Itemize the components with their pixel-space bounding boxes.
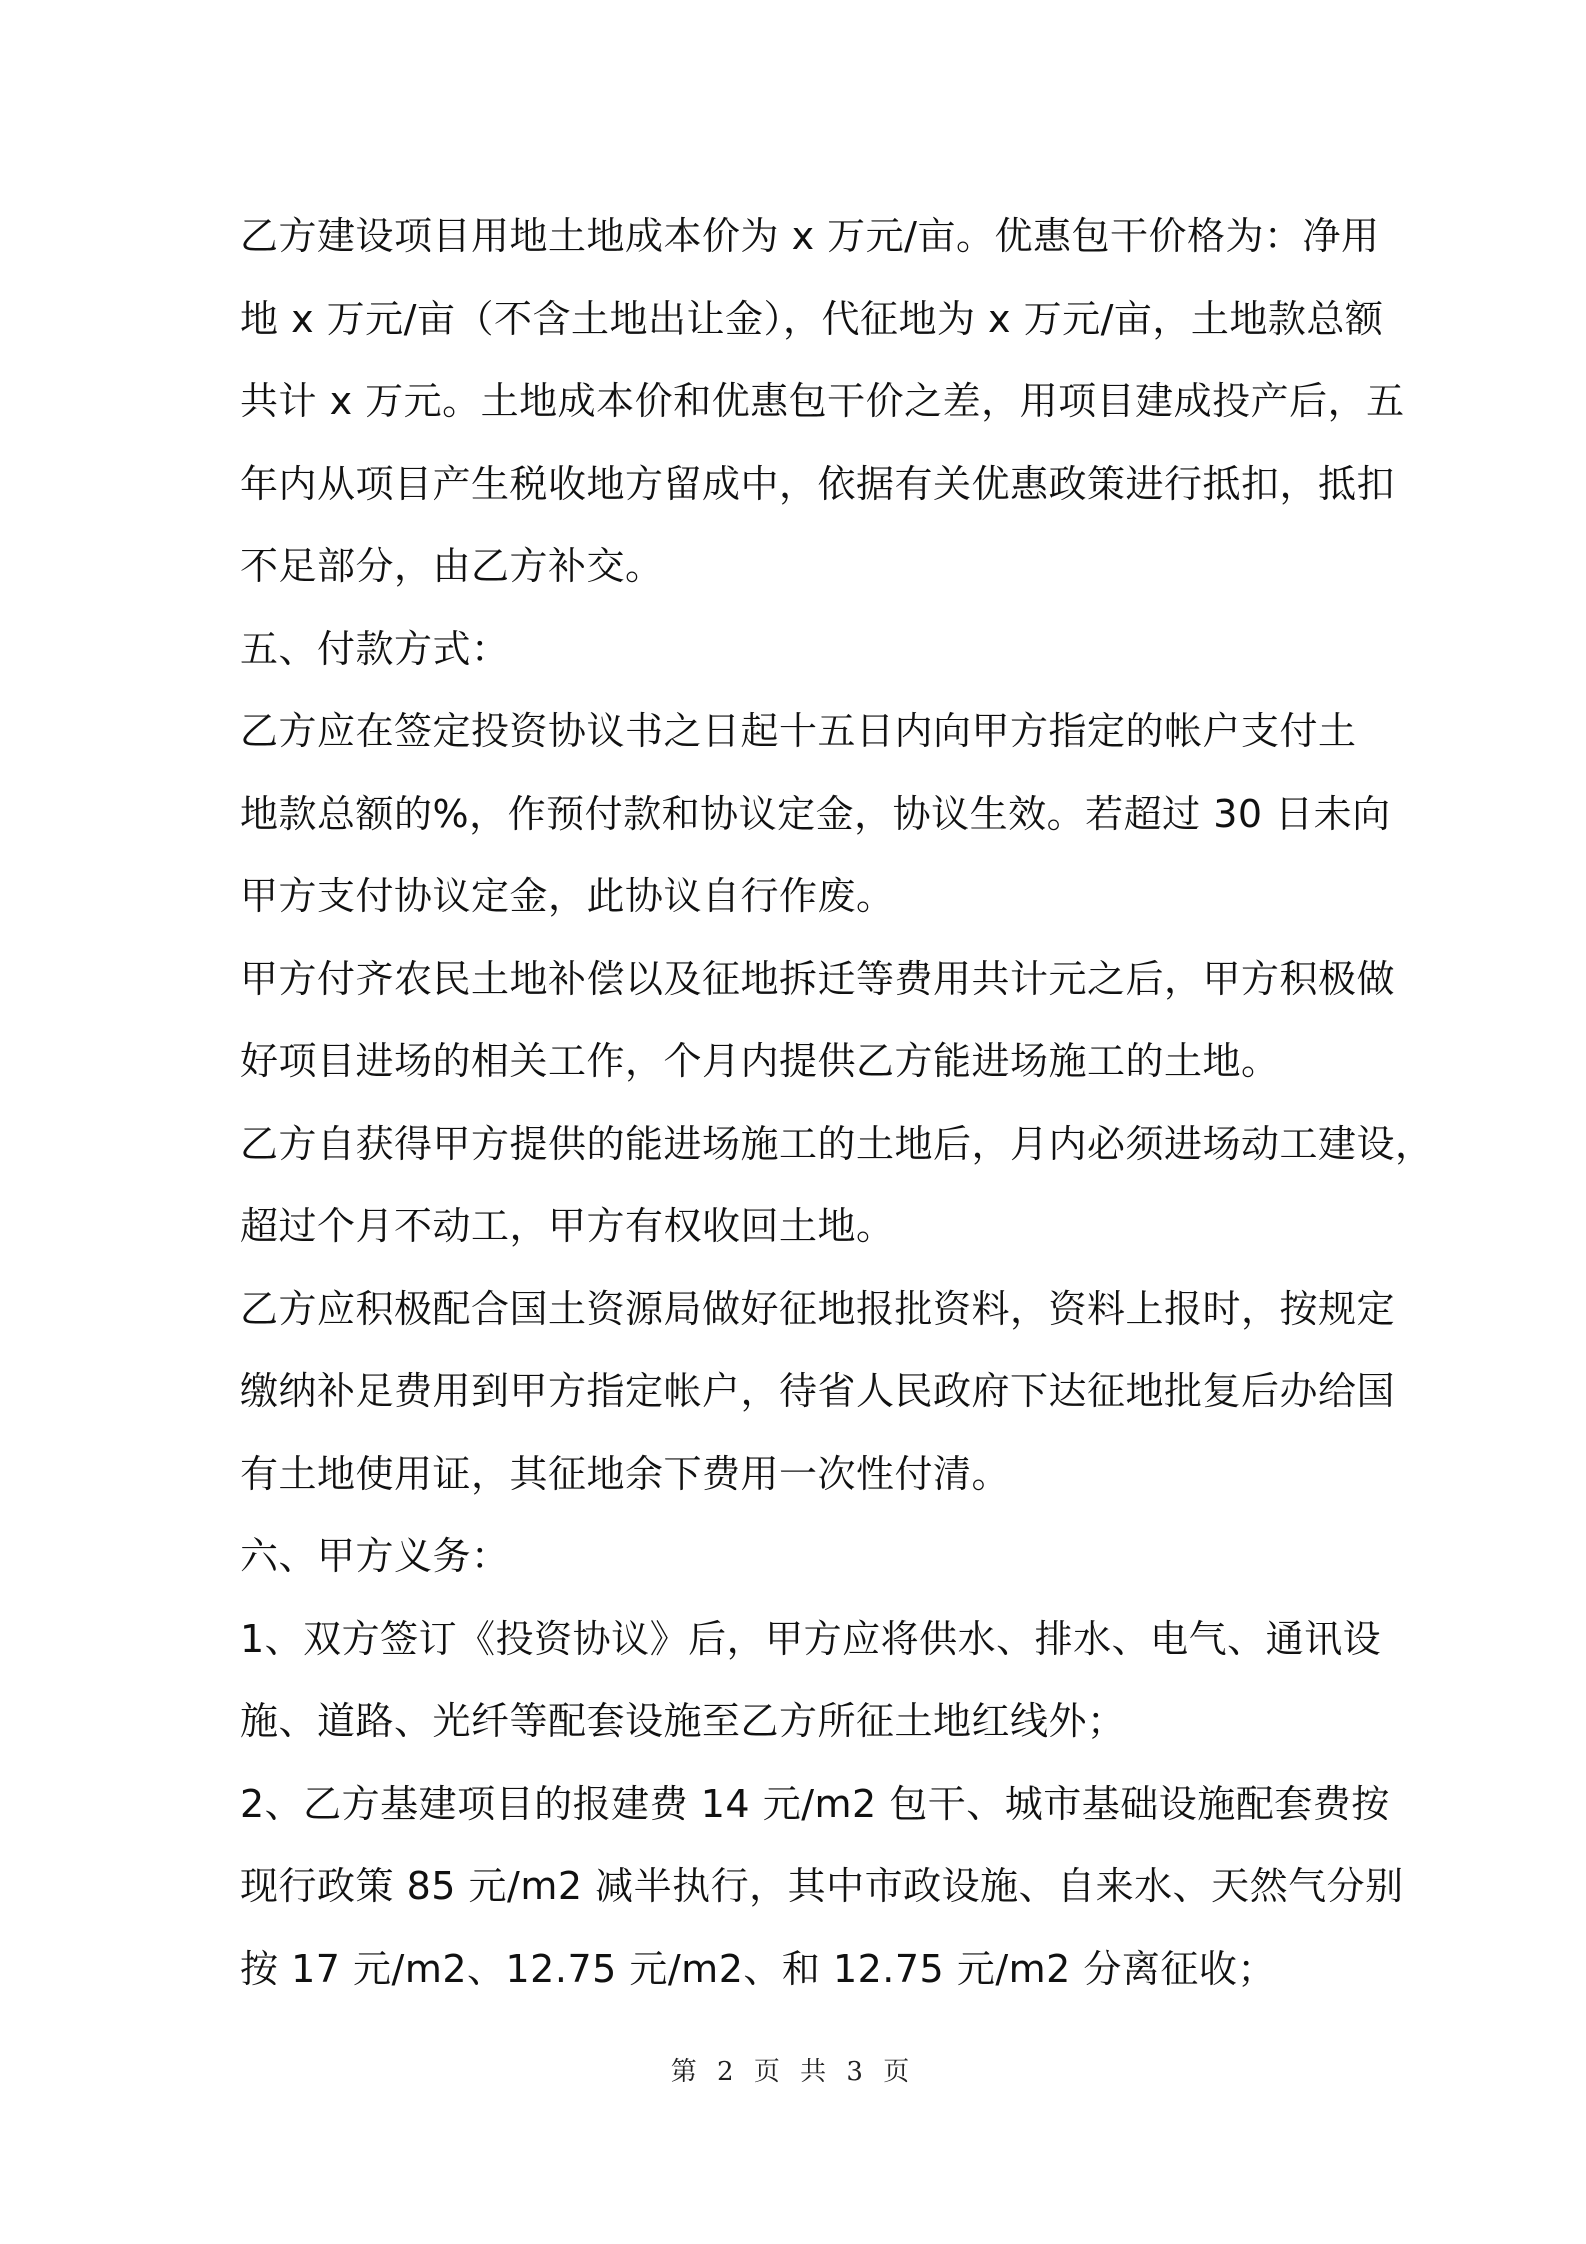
text-line: 年内从项目产生税收地方留成中，依据有关优惠政策进行抵扣，抵扣 [240, 461, 1396, 506]
text-line: 乙方应在签定投资协议书之日起十五日内向甲方指定的帐户支付土 [240, 709, 1357, 753]
text-line: 有土地使用证，其征地余下费用一次性付清。 [240, 1451, 1011, 1496]
text-line: 2、乙方基建项目的报建费 14 元/m2 包干、城市基础设施配套费按 [240, 1781, 1390, 1826]
text-line: 甲方付齐农民土地补偿以及征地拆迁等费用共计元之后，甲方积极做 [240, 956, 1396, 1001]
text-line: 共计 x 万元。土地成本价和优惠包干价之差，用项目建成投产后，五 [240, 379, 1405, 423]
text-line: 缴纳补足费用到甲方指定帐户，待省人民政府下达征地批复后办给国 [240, 1369, 1396, 1413]
document-text [240, 195, 1434, 2010]
text-line: 乙方自获得甲方提供的能进场施工的土地后，月内必须进场动工建设， [240, 1121, 1434, 1166]
text-line: 现行政策 85 元/m2 减半执行，其中市政设施、自来水、天然气分别 [240, 1864, 1404, 1908]
text-line: 1、双方签订《投资协议》后，甲方应将供水、排水、电气、通讯设 [240, 1616, 1382, 1661]
section-heading: 六、甲方义务： [240, 1534, 510, 1578]
document-body [240, 195, 1434, 2010]
text-line: 好项目进场的相关工作，个月内提供乙方能进场施工的土地。 [240, 1039, 1280, 1083]
text-line: 甲方支付协议定金，此协议自行作废。 [240, 874, 895, 918]
text-line: 施、道路、光纤等配套设施至乙方所征土地红线外； [240, 1699, 1126, 1743]
text-line: 不足部分，由乙方补交。 [240, 544, 664, 588]
section-heading: 五、付款方式： [240, 626, 510, 671]
page-footer [0, 2052, 1586, 2092]
page-number-label: 第 2 页 共 3 页 [670, 2057, 916, 2087]
text-line: 地 x 万元/亩（不含土地出让金），代征地为 x 万元/亩，土地款总额 [240, 296, 1384, 341]
text-line: 地款总额的%，作预付款和协议定金，协议生效。若超过 30 日未向 [240, 791, 1391, 836]
text-line: 按 17 元/m2、12.75 元/m2、和 12.75 元/m2 分离征收； [240, 1946, 1276, 1991]
text-line: 超过个月不动工，甲方有权收回土地。 [240, 1204, 895, 1248]
text-line: 乙方建设项目用地土地成本价为 x 万元/亩。优惠包干价格为：净用 [240, 214, 1380, 258]
text-line: 乙方应积极配合国土资源局做好征地报批资料，资料上报时，按规定 [240, 1286, 1396, 1331]
